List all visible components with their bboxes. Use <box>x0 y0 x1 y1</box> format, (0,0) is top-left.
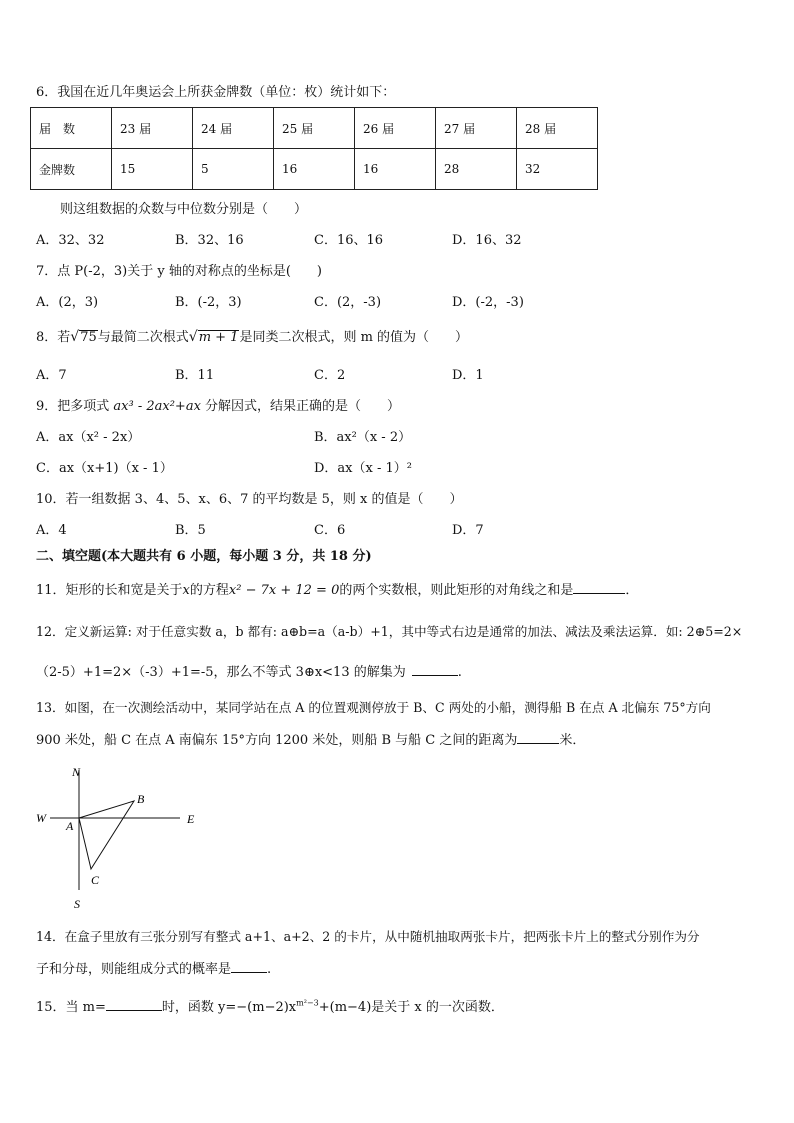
question-11-stem <box>36 581 638 600</box>
option-c: C．(2，-3) <box>314 295 382 310</box>
option-b: B．32、16 <box>175 233 244 248</box>
option-a: A．4 <box>36 523 67 538</box>
option-a: A．(2，3) <box>36 295 99 310</box>
option-d: D．(-2，-3) <box>452 295 524 310</box>
option-d: D．ax（x - 1）² <box>314 461 412 476</box>
section-2-title: 二、填空题(本大题共有 6 小题，每小题 3 分，共 18 分) <box>36 549 372 564</box>
q9-expression: ax³ - 2ax²+ax <box>113 399 201 414</box>
option-a: A．ax（x² - 2x） <box>36 430 141 445</box>
q12-end: . <box>457 665 462 680</box>
label-s: S <box>74 897 80 910</box>
q11-equation: x² − 7x + 12 = 0 <box>228 583 340 598</box>
option-d: D．16、32 <box>452 233 522 248</box>
q9-stem-pre: 9．把多项式 <box>36 399 114 414</box>
option-d: D．1 <box>452 368 484 383</box>
q15-exponent: m²−3 <box>296 998 319 1008</box>
q14-end: . <box>267 962 272 977</box>
q11-end: ． <box>625 583 639 598</box>
table-cell: 26 届 <box>355 108 436 149</box>
table-cell: 15 <box>112 149 193 190</box>
q11-mid: 的方程 <box>189 583 229 598</box>
triangle-abc <box>79 801 134 869</box>
table-cell: 23 届 <box>112 108 193 149</box>
table-cell: 28 <box>436 149 517 190</box>
table-header-cell: 届 数 <box>31 108 112 149</box>
option-b: B．ax²（x - 2） <box>314 430 412 445</box>
option-c: C．6 <box>314 523 346 538</box>
option-b: B．5 <box>175 523 206 538</box>
label-b: B <box>137 792 145 806</box>
label-n: N <box>71 765 81 779</box>
question-7-stem: 7．点 P(-2，3)关于 y 轴的对称点的坐标是( ) <box>36 264 322 279</box>
q13-end: 米． <box>559 733 586 748</box>
option-a: A．7 <box>36 368 67 383</box>
q9-stem-post: 分解因式，结果正确的是（ ） <box>200 399 401 414</box>
q8-suffix: 是同类二次根式，则 m 的值为（ ） <box>239 330 469 345</box>
table-row-medals <box>31 149 598 190</box>
q8-mid: 与最简二次根式 <box>97 330 189 345</box>
table-cell: 28 届 <box>517 108 598 149</box>
answer-blank[interactable] <box>517 731 559 744</box>
answer-blank[interactable] <box>573 581 625 594</box>
q12-line-2-text: （2-5）+1=2×（-3）+1=-5，那么不等式 3⊕x<13 的解集为 <box>36 665 406 680</box>
table-cell: 32 <box>517 149 598 190</box>
question-13-line-2 <box>36 731 585 750</box>
option-c: C．ax（x+1)（x - 1） <box>36 461 173 476</box>
q15-mid: 时，函数 y=−(m−2)x <box>161 1000 297 1015</box>
answer-blank[interactable] <box>106 998 162 1011</box>
q11-var: x <box>182 583 190 598</box>
q8-radicand-1: 75 <box>80 330 97 345</box>
table-cell: 24 届 <box>193 108 274 149</box>
question-15-stem <box>36 998 504 1017</box>
q13-line-2-text: 900 米处，船 C 在点 A 南偏东 15°方向 1200 米处，则船 B 与船 C 之间的距离为 <box>36 733 518 748</box>
question-12-line-1: 12．定义新运算: 对于任意实数 a，b 都有: a⊕b=a（a-b）+1，其中等式右边是通常的加法、减法及乘法运算．如: 2⊕5=2× <box>36 624 743 639</box>
label-c: C <box>91 873 100 887</box>
table-row-sessions <box>31 108 598 149</box>
question-6-stem: 6．我国在近几年奥运会上所获金牌数（单位：枚）统计如下： <box>36 85 396 100</box>
option-d: D．7 <box>452 523 484 538</box>
table-cell: 25 届 <box>274 108 355 149</box>
label-a: A <box>66 819 74 833</box>
question-9-stem <box>36 398 400 416</box>
q15-pre: 15．当 m= <box>36 1000 106 1015</box>
option-c: C．2 <box>314 368 346 383</box>
q8-prefix: 8．若 <box>36 330 71 345</box>
option-a: A．32、32 <box>36 233 105 248</box>
option-b: B．11 <box>175 368 215 383</box>
compass-figure <box>30 758 210 910</box>
question-8-stem <box>36 328 468 347</box>
q14-line-2-text: 子和分母，则能组成分式的概率是 <box>36 962 232 977</box>
table-cell: 16 <box>274 149 355 190</box>
question-6-question: 则这组数据的众数与中位数分别是（ ） <box>60 202 308 217</box>
table-cell: 5 <box>193 149 274 190</box>
sqrt-symbol: √ <box>188 329 198 345</box>
q15-post: +(m−4)是关于 x 的一次函数． <box>318 1000 504 1015</box>
q11-pre: 11．矩形的长和宽是关于 <box>36 583 183 598</box>
label-w: W <box>36 811 46 825</box>
q8-radicand-2: m + 1 <box>198 330 239 345</box>
answer-blank[interactable] <box>231 960 267 973</box>
option-c: C．16、16 <box>314 233 384 248</box>
option-b: B．(-2，3) <box>175 295 242 310</box>
answer-blank[interactable] <box>412 663 458 676</box>
question-14-line-1: 14．在盒子里放有三张分别写有整式 a+1、a+2、2 的卡片，从中随机抽取两张卡片，把两张卡片上的整式分别作为分 <box>36 929 700 944</box>
table-cell: 16 <box>355 149 436 190</box>
medal-table <box>30 107 598 190</box>
label-e: E <box>187 812 195 826</box>
question-10-stem: 10．若一组数据 3、4、5、x、6、7 的平均数是 5，则 x 的值是（ ） <box>36 492 463 507</box>
table-header-cell: 金牌数 <box>31 149 112 190</box>
question-14-line-2 <box>36 960 271 979</box>
table-cell: 27 届 <box>436 108 517 149</box>
question-12-line-2 <box>36 663 462 682</box>
question-13-line-1: 13．如图，在一次测绘活动中，某同学站在点 A 的位置观测停放于 B、C 两处的小船，测得船 B 在点 A 北偏东 75°方向 <box>36 700 711 715</box>
sqrt-symbol: √ <box>70 329 80 345</box>
q11-post: 的两个实数根，则此矩形的对角线之和是 <box>339 583 574 598</box>
